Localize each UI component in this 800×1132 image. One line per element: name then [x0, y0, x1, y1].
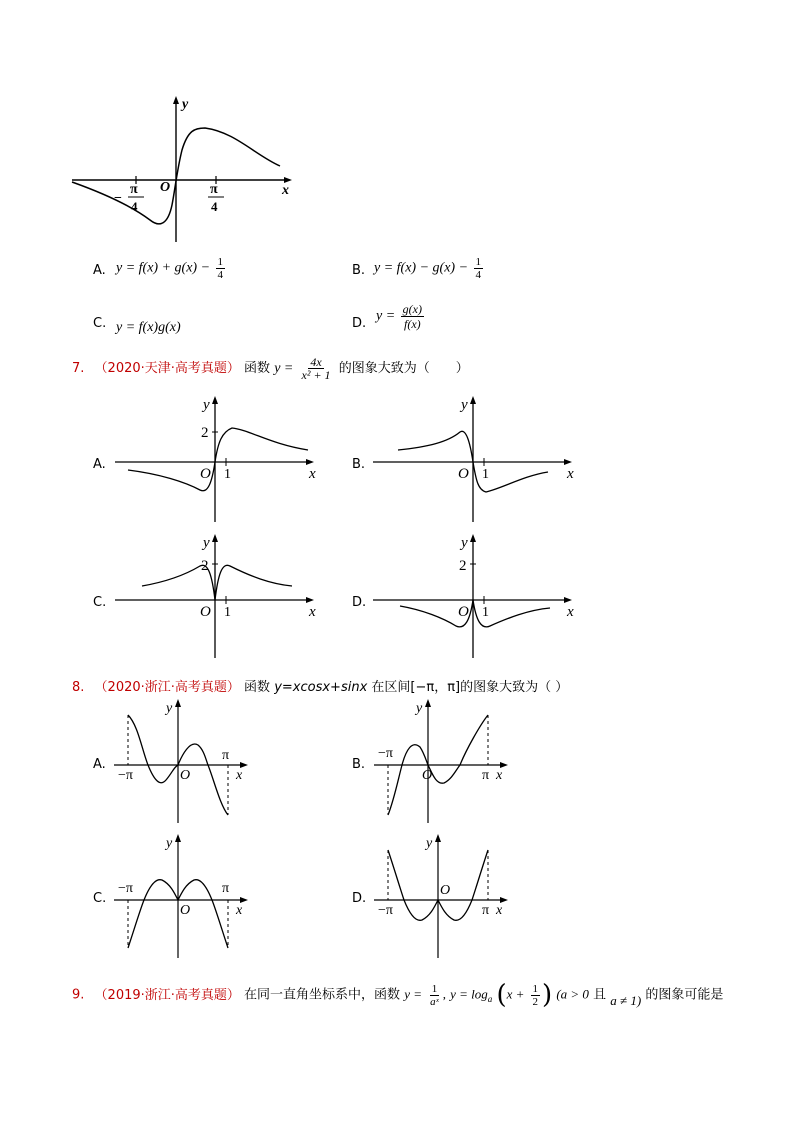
q6-option-d-letter[interactable]: D. — [352, 316, 367, 331]
svg-text:2: 2 — [201, 425, 209, 441]
svg-text:O: O — [440, 883, 451, 898]
q8-graph-b — [370, 695, 520, 825]
svg-text:1: 1 — [482, 605, 489, 620]
svg-text:π: π — [482, 903, 490, 918]
q7-option-d-letter[interactable]: D. — [352, 595, 367, 610]
q7-stem: 7. （2020·天津·高考真题） 函数 y = $\frac{4x}{\text{x² + 1}}$ 的图象大致为（ ） — [72, 355, 469, 382]
svg-text:y: y — [461, 397, 468, 413]
q7-graph-c — [110, 530, 330, 662]
svg-text:y: y — [426, 836, 433, 851]
svg-text:π: π — [482, 768, 490, 783]
svg-text:x: x — [236, 768, 243, 783]
q6-option-b-expr: y = f(x) − g(x) − $\frac{1}{4}$ — [374, 256, 482, 281]
svg-text:O: O — [458, 604, 469, 620]
q8-number: 8. — [72, 680, 85, 695]
svg-text:O: O — [200, 466, 211, 482]
svg-text:x: x — [496, 768, 503, 783]
q8-option-b-letter[interactable]: B. — [352, 757, 366, 772]
svg-text:x: x — [567, 604, 574, 620]
svg-text:y: y — [461, 535, 468, 551]
svg-text:y: y — [416, 701, 423, 716]
svg-text:π: π — [222, 748, 230, 763]
q9-source: （2019·浙江·高考真题） — [94, 987, 240, 1003]
svg-text:y: y — [203, 535, 210, 551]
q6-option-a-letter[interactable]: A. — [93, 263, 106, 278]
q7-option-c-letter[interactable]: C. — [93, 595, 107, 610]
q6-origin: O — [160, 180, 171, 195]
svg-text:O: O — [180, 768, 191, 783]
svg-text:y: y — [203, 397, 210, 413]
q8-graph-d — [370, 830, 520, 960]
svg-text:1: 1 — [482, 467, 489, 482]
q8-graph-c — [110, 830, 260, 960]
svg-text:y: y — [166, 701, 173, 716]
svg-text:x: x — [236, 903, 243, 918]
q7-option-b-letter[interactable]: B. — [352, 457, 366, 472]
q9-number: 9. — [72, 987, 85, 1003]
svg-text:x: x — [496, 903, 503, 918]
svg-text:x: x — [567, 466, 574, 482]
q6-neg-tick-num: π — [130, 182, 138, 197]
q6-x-label: x — [282, 183, 289, 198]
svg-text:−π: −π — [378, 746, 393, 761]
q6-option-c-expr: y = f(x)g(x) — [116, 320, 181, 335]
q6-pos-tick-den: 4 — [211, 199, 218, 214]
svg-text:1: 1 — [224, 605, 231, 620]
q6-option-a-expr: y = f(x) + g(x) − $\frac{1}{4}$ — [116, 256, 224, 281]
q7-graph-d — [368, 530, 588, 662]
q6-option-c-letter[interactable]: C. — [93, 316, 107, 331]
q7-number: 7. — [72, 361, 85, 376]
q6-neg-tick-den: 4 — [131, 199, 138, 214]
q6-y-arrow — [173, 96, 179, 104]
q6-neg-sign: − — [114, 191, 122, 206]
q7-source: （2020·天津·高考真题） — [94, 361, 240, 376]
q6-option-b-letter[interactable]: B. — [352, 263, 366, 278]
q8-option-c-letter[interactable]: C. — [93, 891, 107, 906]
q8-source: （2020·浙江·高考真题） — [94, 680, 240, 695]
svg-text:−π: −π — [118, 768, 133, 783]
svg-text:x: x — [309, 604, 316, 620]
svg-text:2: 2 — [459, 558, 467, 574]
q6-option-d-expr: y = $\frac{g(x)}{f(x)}$ — [376, 302, 422, 331]
q8-stem: 8. （2020·浙江·高考真题） 函数 y=xcosx+sinx 在区间[−π，π]的图象大致为（ ） — [72, 680, 569, 695]
q6-graph — [60, 90, 310, 250]
svg-text:−π: −π — [378, 903, 393, 918]
q8-graph-a — [110, 695, 260, 825]
svg-text:y: y — [166, 836, 173, 851]
q8-option-a-letter[interactable]: A. — [93, 757, 106, 772]
svg-text:x: x — [309, 466, 316, 482]
q9-stem: 9. （2019·浙江·高考真题） 在同一直角坐标系中，函数 y = $\frac{1}{\text{aˣ}}$ , $y = \log_a (x$ + $\frac{1}{2}$ ) (a > 0 且 a ≠ 1) 的图象可能是 — [72, 980, 724, 1010]
svg-text:O: O — [422, 768, 433, 783]
q7-option-a-letter[interactable]: A. — [93, 457, 106, 472]
svg-text:O: O — [200, 604, 211, 620]
q8-option-d-letter[interactable]: D. — [352, 891, 367, 906]
q7-graph-a — [110, 392, 330, 524]
svg-text:O: O — [180, 903, 191, 918]
q7-graph-b — [368, 392, 588, 524]
svg-text:−π: −π — [118, 881, 133, 896]
svg-text:1: 1 — [224, 467, 231, 482]
q6-y-label: y — [182, 97, 189, 112]
q6-pos-tick-num: π — [210, 182, 218, 197]
svg-text:2: 2 — [201, 558, 209, 574]
svg-text:π: π — [222, 881, 230, 896]
svg-text:O: O — [458, 466, 469, 482]
